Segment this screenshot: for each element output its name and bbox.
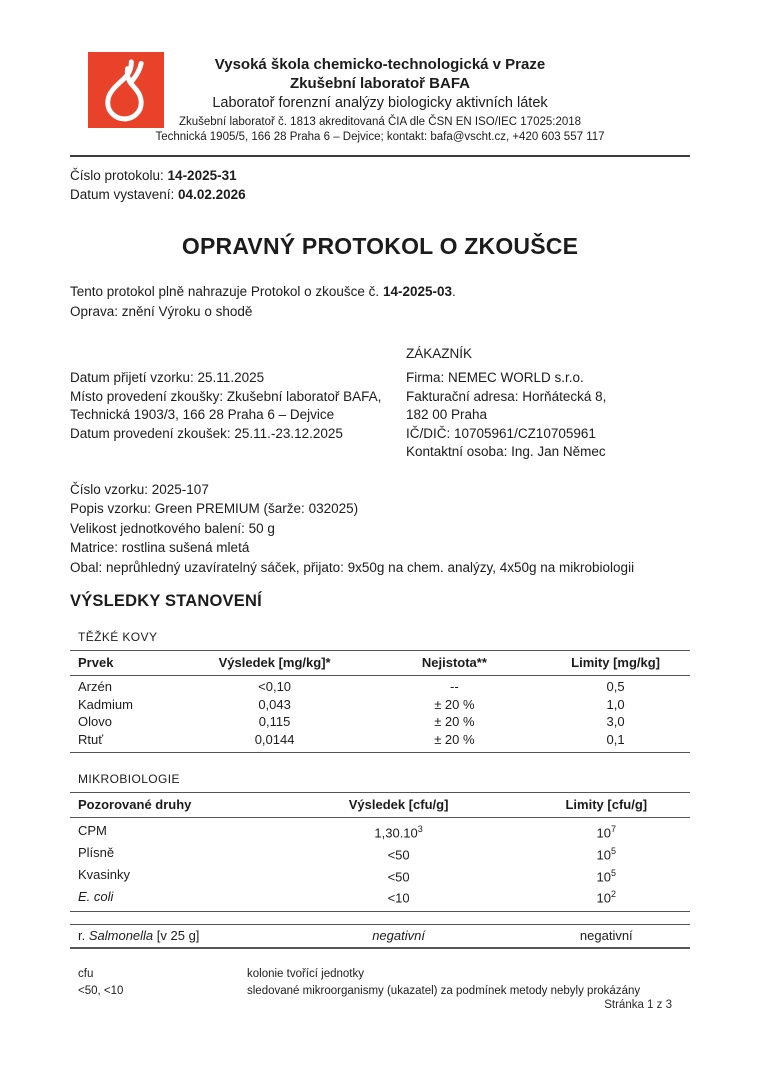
table-row [70, 731, 690, 753]
test-info-column [70, 345, 406, 462]
table-row [70, 864, 690, 886]
sample-matrix: Matrice: rostlina sušená mletá [70, 540, 250, 555]
col-header-result-cfug: Výsledek [cfu/g] [275, 793, 523, 818]
salmonella-table [70, 924, 690, 949]
result-base: <50 [387, 868, 410, 884]
limit-exponent: 5 [611, 845, 617, 856]
table-row [70, 886, 690, 912]
sample-info [70, 480, 690, 578]
replaced-protocol-number: 14-2025-03 [382, 284, 452, 299]
microbiology-label: MIKROBIOLOGIE [78, 772, 180, 786]
protocol-number-label: Číslo protokolu: [70, 168, 168, 183]
table-row [70, 696, 690, 714]
limit-base: 10 [596, 890, 612, 906]
result-value: 0,043 [258, 696, 291, 712]
lab-description: Laboratoř forenzní analýzy biologicky aktivních látek [212, 95, 548, 111]
customer-heading: ZÁKAZNÍK [406, 346, 473, 361]
uncertainty-value: ± 20 % [434, 696, 475, 712]
limit-exponent: 2 [611, 889, 617, 900]
customer-column [406, 345, 690, 462]
salmonella-result: negativní [372, 928, 425, 944]
salmonella-limit: negativní [579, 928, 633, 944]
page-title: OPRAVNÝ PROTOKOL O ZKOUŠCE [181, 233, 579, 259]
table-row [70, 714, 690, 732]
limit-base: 10 [596, 847, 612, 863]
limit-exponent: 5 [611, 867, 617, 878]
footnote-row [70, 966, 690, 983]
microbiology-table [70, 792, 690, 912]
letterhead [0, 0, 760, 145]
heavy-metals-label: TĚŽKÉ KOVY [78, 630, 158, 644]
customer-contact: Kontaktní osoba: Ing. Jan Němec [406, 444, 606, 459]
issue-date-label: Datum vystavení: [70, 187, 179, 202]
limit-value [523, 818, 690, 843]
limit-value: 0,1 [606, 731, 625, 747]
col-header-uncertainty: Nejistota** [368, 651, 542, 676]
species-name: E. coli [78, 888, 114, 904]
species-name: CPM [78, 823, 107, 839]
footnote-term: <50, <10 [78, 984, 124, 997]
issue-date-line [70, 185, 690, 204]
table-row [70, 676, 690, 697]
vscht-logo [88, 50, 164, 130]
sample-description: Popis vzorku: Green PREMIUM (šarže: 032025) [70, 501, 359, 516]
customer-address-line2: 182 00 Praha [406, 407, 488, 422]
heavy-metals-table [70, 650, 690, 753]
result-value [275, 818, 523, 843]
replacement-note [70, 282, 690, 322]
result-value: 0,0144 [254, 731, 295, 747]
salmonella-amount: [v 25 g] [153, 928, 200, 944]
species-name: Plísně [78, 844, 115, 860]
page-number: Stránka 1 z 3 [604, 999, 672, 1011]
microbiology-header-row [70, 793, 690, 818]
footnote-definition: kolonie tvořící jednotky [247, 968, 364, 981]
sample-received-date: Datum přijetí vzorku: 25.11.2025 [70, 370, 265, 385]
salmonella-name [70, 925, 275, 949]
limit-value [523, 886, 690, 912]
limit-base: 10 [596, 868, 612, 884]
footnote-term: cfu [78, 968, 94, 981]
footnotes [70, 966, 690, 999]
limit-base: 10 [596, 825, 612, 841]
salmonella-prefix: r. [78, 928, 89, 944]
customer-tax-id: IČ/DIČ: 10705961/CZ10705961 [406, 425, 596, 441]
element-name: Rtuť [78, 731, 104, 747]
limit-exponent: 7 [611, 824, 617, 834]
limit-value: 0,5 [606, 679, 625, 694]
result-exponent: 3 [417, 824, 423, 834]
limit-value: 3,0 [606, 714, 625, 729]
table-row [70, 842, 690, 864]
element-name: Arzén [78, 679, 112, 694]
result-base: 1,30.10 [374, 825, 418, 841]
results-heading: VÝSLEDKY STANOVENÍ [70, 592, 262, 610]
col-header-species: Pozorované druhy [70, 793, 275, 818]
result-base: <50 [387, 847, 410, 863]
limit-value [523, 864, 690, 886]
info-columns [70, 345, 690, 462]
uncertainty-value: ± 20 % [434, 714, 475, 729]
table-row [70, 818, 690, 843]
uncertainty-value: -- [450, 679, 459, 694]
replacement-line [70, 282, 690, 302]
test-location-line1: Místo provedení zkoušky: Zkušební laboratoř BAFA, [70, 388, 382, 404]
issue-date-value: 04.02.2026 [178, 187, 246, 202]
customer-address-line1: Fakturační adresa: Horňátecká 8, [406, 388, 607, 404]
replacement-prefix: Tento protokol plně nahrazuje Protokol o zkoušce č. [70, 284, 383, 299]
limit-value [523, 842, 690, 864]
protocol-meta [70, 166, 690, 204]
sample-packaging: Obal: neprůhledný uzavíratelný sáček, přijato: 9x50g na chem. analýzy, 4x50g na mikrobiologii [70, 559, 635, 575]
accreditation-line: Zkušební laboratoř č. 1813 akreditovaná ČIA dle ČSN EN ISO/IEC 17025:2018 [178, 116, 582, 128]
protocol-number-line [70, 166, 690, 185]
footnote-definition: sledované mikroorganismy (ukazatel) za podmínek metody nebyly prokázány [247, 984, 641, 997]
result-value [275, 886, 523, 912]
protocol-number-value: 14-2025-31 [167, 168, 237, 183]
test-location-line2: Technická 1903/3, 166 28 Praha 6 – Dejvice [70, 407, 335, 422]
col-header-element: Prvek [70, 651, 182, 676]
result-value [275, 864, 523, 886]
contact-line: Technická 1905/5, 166 28 Praha 6 – Dejvice; kontakt: bafa@vscht.cz, +420 603 557 117 [155, 131, 605, 143]
salmonella-row [70, 925, 690, 949]
element-name: Olovo [78, 714, 112, 729]
salmonella-species: Salmonella [88, 928, 154, 944]
col-header-limits-mgkg: Limity [mg/kg] [541, 651, 690, 676]
species-name: Kvasinky [78, 866, 131, 882]
footnote-row [70, 983, 690, 1000]
org-name: Vysoká škola chemicko-technologická v Praze [214, 56, 546, 73]
customer-company: Firma: NEMEC WORLD s.r.o. [406, 370, 584, 385]
correction-line: Oprava: znění Výroku o shodě [70, 304, 253, 319]
sample-number: Číslo vzorku: 2025-107 [70, 481, 209, 497]
uncertainty-value: ± 20 % [434, 731, 475, 747]
result-base: <10 [387, 890, 410, 906]
heavy-metals-header-row [70, 651, 690, 676]
result-value: <0,10 [258, 679, 292, 694]
limit-value: 1,0 [606, 696, 625, 712]
sample-unit-size: Velikost jednotkového balení: 50 g [70, 520, 275, 536]
replacement-suffix: . [452, 284, 456, 299]
test-dates: Datum provedení zkoušek: 25.11.-23.12.2025 [70, 425, 343, 441]
lab-name: Zkušební laboratoř BAFA [289, 75, 471, 92]
header-divider [70, 155, 690, 157]
element-name: Kadmium [78, 696, 133, 712]
result-value [275, 842, 523, 864]
col-header-limits-cfug: Limity [cfu/g] [523, 793, 690, 818]
col-header-result-mgkg: Výsledek [mg/kg]* [182, 651, 368, 676]
vscht-logo-icon [88, 50, 164, 130]
result-value: 0,115 [258, 714, 291, 729]
